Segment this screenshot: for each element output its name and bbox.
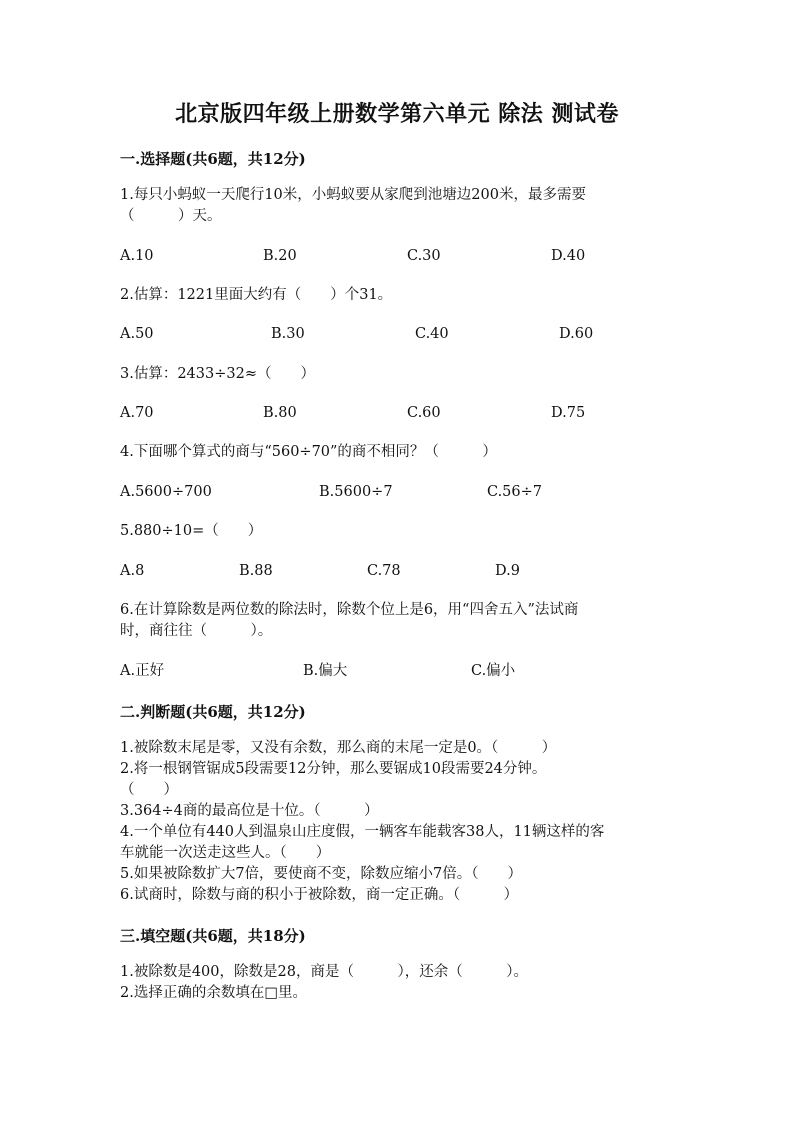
- option-b: B.偏大: [303, 663, 348, 679]
- section-heading-judgement: 二.判断题(共6题，共12分): [120, 703, 306, 721]
- statement-text: 6.试商时，除数与商的积小于被除数，商一定正确。（ ）: [120, 887, 519, 903]
- option-c: C.40: [415, 326, 449, 342]
- question-text: 2.选择正确的余数填在□里。: [120, 985, 308, 1001]
- option-d: D.40: [551, 248, 586, 264]
- option-a: A.正好: [120, 663, 165, 679]
- statement-text: 4.一个单位有440人到温泉山庄度假，一辆客车能载客38人，11辆这样的客: [120, 824, 605, 840]
- option-c: C.60: [407, 405, 441, 421]
- statement-text: 车就能一次送走这些人。（ ）: [120, 845, 331, 861]
- option-b: B.5600÷7: [319, 484, 393, 500]
- question-text: （ ）天。: [120, 208, 222, 224]
- statement-text: 5.如果被除数扩大7倍，要使商不变，除数应缩小7倍。（ ）: [120, 866, 523, 882]
- option-b: B.80: [263, 405, 297, 421]
- option-a: A.8: [120, 563, 145, 579]
- section-heading-fill-blank: 三.填空题(共6题，共18分): [120, 927, 306, 945]
- question-text: 2.估算：1221里面大约有（ ）个31。: [120, 287, 393, 303]
- option-d: D.9: [495, 563, 520, 579]
- option-a: A.70: [120, 405, 154, 421]
- statement-text: 1.被除数末尾是零，又没有余数，那么商的末尾一定是0。（ ）: [120, 740, 557, 756]
- section-heading-choice: 一.选择题(共6题，共12分): [120, 150, 306, 168]
- question-text: 时，商往往（ ）。: [120, 623, 273, 639]
- option-b: B.20: [263, 248, 297, 264]
- option-c: C.56÷7: [487, 484, 543, 500]
- question-text: 1.被除数是400，除数是28，商是（ ），还余（ ）。: [120, 964, 528, 980]
- question-text: 3.估算：2433÷32≈（ ）: [120, 366, 315, 382]
- option-b: B.30: [271, 326, 305, 342]
- statement-text: 3.364÷4商的最高位是十位。（ ）: [120, 803, 379, 819]
- question-text: 1.每只小蚂蚁一天爬行10米，小蚂蚁要从家爬到池塘边200米，最多需要: [120, 187, 586, 203]
- option-c: C.偏小: [471, 663, 516, 679]
- option-c: C.78: [367, 563, 401, 579]
- option-c: C.30: [407, 248, 441, 264]
- question-text: 6.在计算除数是两位数的除法时，除数个位上是6，用“四舍五入”法试商: [120, 602, 579, 618]
- option-a: A.10: [120, 248, 154, 264]
- page-title: 北京版四年级上册数学第六单元 除法 测试卷: [175, 101, 619, 127]
- statement-text: 2.将一根钢管锯成5段需要12分钟，那么要锯成10段需要24分钟。: [120, 761, 547, 777]
- option-d: D.75: [551, 405, 586, 421]
- question-text: 5.880÷10=（ ）: [120, 523, 263, 539]
- option-d: D.60: [559, 326, 594, 342]
- statement-text: （ ）: [120, 782, 178, 798]
- option-b: B.88: [239, 563, 273, 579]
- option-a: A.5600÷700: [120, 484, 212, 500]
- question-text: 4.下面哪个算式的商与“560÷70”的商不相同？（ ）: [120, 444, 497, 460]
- option-a: A.50: [120, 326, 154, 342]
